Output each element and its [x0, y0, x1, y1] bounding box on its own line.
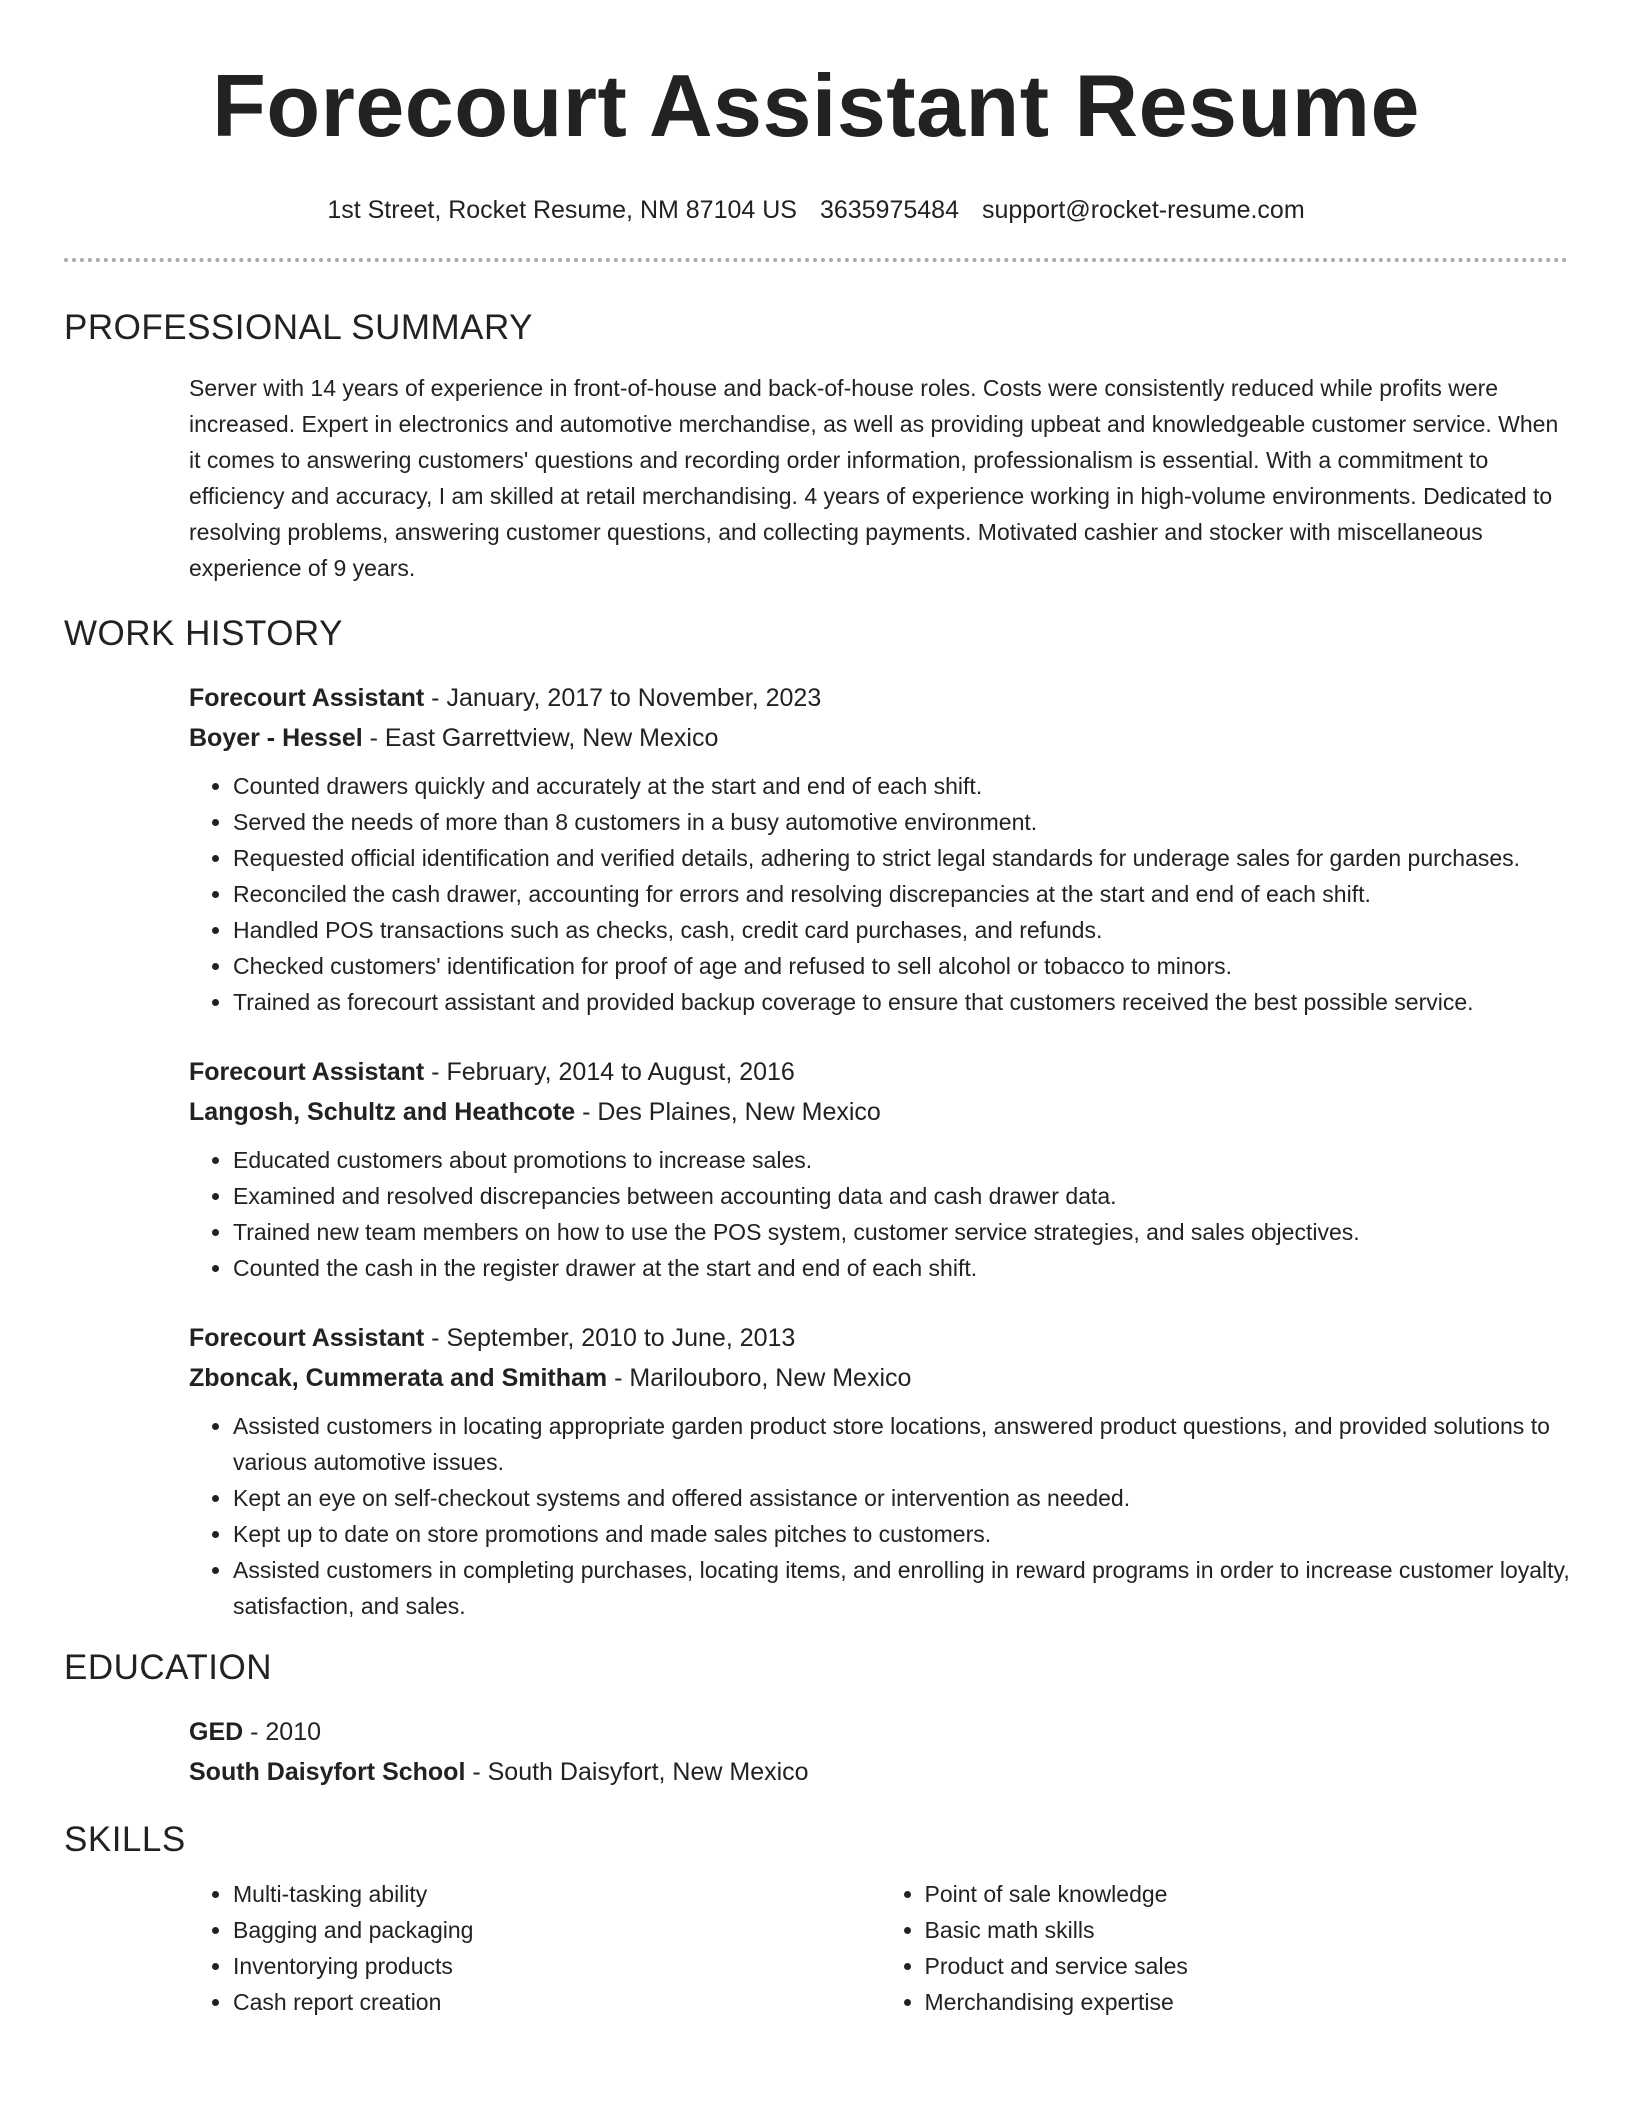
contact-address: 1st Street, Rocket Resume, NM 87104 US — [327, 196, 797, 224]
job-bullet: • Served the needs of more than 8 customers in a busy automotive environment. — [233, 804, 1572, 840]
job-location: - Marilouboro, New Mexico — [607, 1364, 912, 1392]
job-company-line — [189, 718, 1572, 758]
job-entry — [189, 678, 1572, 758]
job-bullet: • Reconciled the cash drawer, accounting for errors and resolving discrepancies at the start and end of each shift. — [233, 876, 1572, 912]
skills-list-right — [881, 1876, 1573, 2020]
job-bullets — [189, 768, 1572, 1020]
resume-title: Forecourt Assistant Resume — [212, 56, 1420, 155]
job-company: Langosh, Schultz and Heathcote — [189, 1098, 576, 1126]
job-company-line — [189, 1358, 1572, 1398]
job-bullet: • Requested official identification and verified details, adhering to strict legal standards for underage sales for garden purchases. — [233, 840, 1572, 876]
job-location: - Des Plaines, New Mexico — [575, 1098, 881, 1126]
education-year: - 2010 — [243, 1718, 322, 1746]
education-heading: EDUCATION — [64, 1648, 273, 1687]
contact-line — [0, 194, 1632, 226]
skill-item: • Multi-tasking ability — [233, 1876, 881, 1912]
contact-phone: 3635975484 — [819, 196, 959, 224]
job-title: Forecourt Assistant — [189, 684, 425, 712]
job-bullet: • Educated customers about promotions to increase sales. — [233, 1142, 1572, 1178]
job-bullet: • Counted drawers quickly and accurately at the start and end of each shift. — [233, 768, 1572, 804]
skill-item: • Point of sale knowledge — [925, 1876, 1573, 1912]
skill-item: • Basic math skills — [925, 1912, 1573, 1948]
job-company: Zboncak, Cummerata and Smitham — [189, 1364, 608, 1392]
job-bullet: • Assisted customers in locating appropriate garden product store locations, answered product questions, and provided solutions to various automotive issues. — [233, 1408, 1572, 1480]
job-title-line — [189, 678, 1572, 718]
summary-heading: PROFESSIONAL SUMMARY — [64, 308, 533, 347]
education-degree: GED — [189, 1718, 244, 1746]
work-history-heading: WORK HISTORY — [64, 614, 343, 653]
job-bullet: • Handled POS transactions such as checks, cash, credit card purchases, and refunds. — [233, 912, 1572, 948]
job-entry — [189, 1052, 1572, 1132]
skill-item: • Cash report creation — [233, 1984, 881, 2020]
job-bullet: • Counted the cash in the register drawer at the start and end of each shift. — [233, 1250, 1572, 1286]
job-dates: - January, 2017 to November, 2023 — [424, 684, 822, 712]
job-company-line — [189, 1092, 1572, 1132]
summary-text: Server with 14 years of experience in front-of-house and back-of-house roles. Costs were consistently reduced while profits were increased. Expert in electronics and automotive merchandise, as well as providing upbeat and knowledgeable customer service. When it comes to answering customers' questions and recording order information, professionalism is essential. With a commitment to efficiency and accuracy, I am skilled at retail merchandising. 4 years of experience working in high-volume environments. Dedicated to resolving problems, answering customer questions, and collecting payments. Motivated cashier and stocker with miscellaneous experience of 9 years. — [189, 375, 1559, 581]
skill-item: • Merchandising expertise — [925, 1984, 1573, 2020]
education-location: - South Daisyfort, New Mexico — [465, 1758, 809, 1786]
job-bullet: • Trained new team members on how to use the POS system, customer service strategies, and sales objectives. — [233, 1214, 1572, 1250]
job-title: Forecourt Assistant — [189, 1324, 425, 1352]
contact-email: support@rocket-resume.com — [981, 196, 1305, 224]
job-bullet: • Kept up to date on store promotions and made sales pitches to customers. — [233, 1516, 1572, 1552]
job-bullet: • Examined and resolved discrepancies between accounting data and cash drawer data. — [233, 1178, 1572, 1214]
education-degree-line — [189, 1712, 1572, 1752]
skills-heading: SKILLS — [64, 1820, 186, 1859]
job-location: - East Garrettview, New Mexico — [362, 724, 719, 752]
job-bullet: • Kept an eye on self-checkout systems and offered assistance or intervention as needed. — [233, 1480, 1572, 1516]
job-dates: - September, 2010 to June, 2013 — [424, 1324, 796, 1352]
skill-item: • Inventorying products — [233, 1948, 881, 1984]
job-title-line — [189, 1052, 1572, 1092]
skill-item: • Product and service sales — [925, 1948, 1573, 1984]
job-bullet: • Trained as forecourt assistant and provided backup coverage to ensure that customers received the best possible service. — [233, 984, 1572, 1020]
job-entry — [189, 1318, 1572, 1398]
job-company: Boyer - Hessel — [189, 724, 363, 752]
job-title-line — [189, 1318, 1572, 1358]
job-bullets — [189, 1408, 1572, 1624]
job-dates: - February, 2014 to August, 2016 — [424, 1058, 795, 1086]
education-school: South Daisyfort School — [189, 1758, 466, 1786]
job-title: Forecourt Assistant — [189, 1058, 425, 1086]
header-divider — [64, 258, 1568, 262]
education-entry — [189, 1712, 1572, 1792]
job-bullet: • Checked customers' identification for proof of age and refused to sell alcohol or tobacco to minors. — [233, 948, 1572, 984]
job-bullets — [189, 1142, 1572, 1286]
skills-list-left — [189, 1876, 881, 2020]
skills-columns — [189, 1876, 1572, 2020]
skill-item: • Bagging and packaging — [233, 1912, 881, 1948]
job-bullet: • Assisted customers in completing purchases, locating items, and enrolling in reward programs in order to increase customer loyalty, satisfaction, and sales. — [233, 1552, 1572, 1624]
education-school-line — [189, 1752, 1572, 1792]
